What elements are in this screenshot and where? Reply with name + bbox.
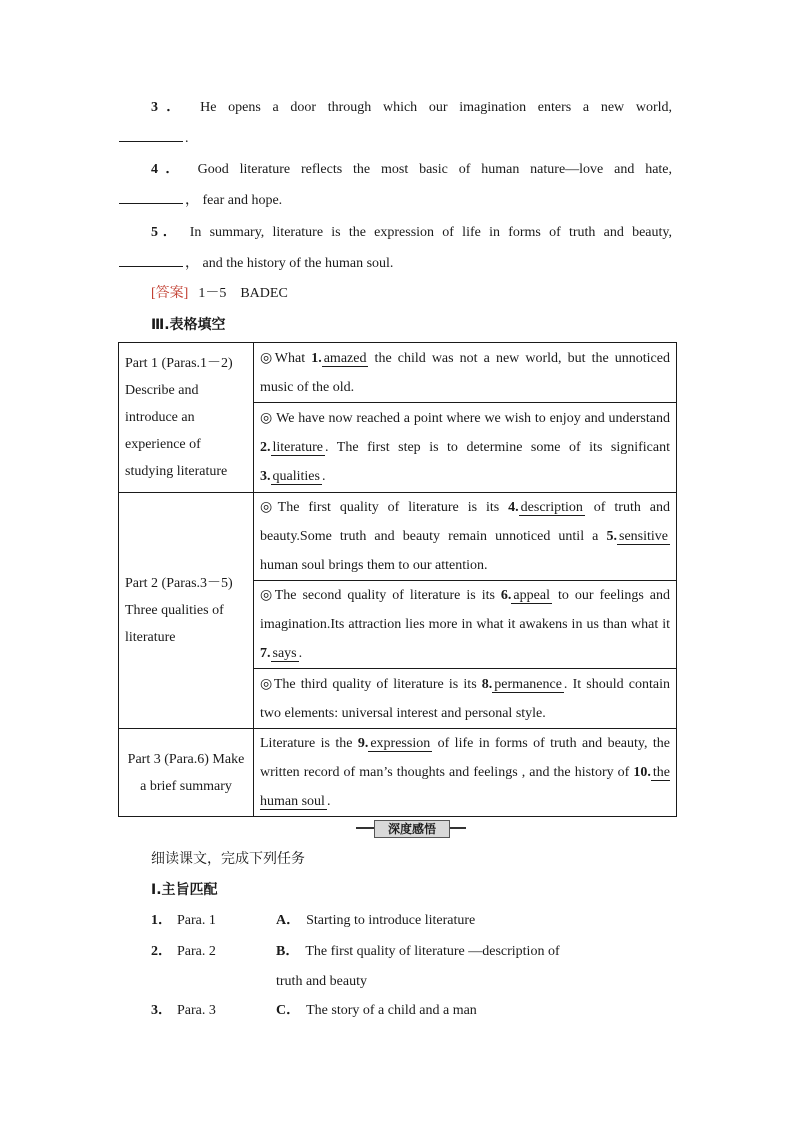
section-divider bbox=[356, 820, 466, 836]
answer-sensitive[interactable]: sensitive bbox=[619, 529, 668, 544]
answer-qualities[interactable]: qualities bbox=[272, 469, 320, 484]
task-instruction: 细读课文，完成下列任务 bbox=[151, 851, 305, 867]
part1-label: Part 1 (Paras.1－2) Describe and introduce an experience of studying literature bbox=[119, 343, 254, 493]
table-row: ◎The second quality of literature is its 6. appeal to our feelings and imagination.Its attraction lies more in what it awakens in us than what it 7. says . bbox=[254, 581, 677, 669]
answer-expression[interactable]: expression bbox=[370, 736, 431, 751]
answer-permanence[interactable]: permanence bbox=[494, 676, 562, 692]
match-row: 2． Para. 2 B． The first quality of literature —description of truth and beauty bbox=[151, 944, 560, 989]
divider-bar-right bbox=[450, 827, 466, 829]
match-row: 1． Para. 1 A． Starting to introduce literature bbox=[151, 913, 476, 928]
answer-key: [答案] 1－5 BADEC bbox=[151, 286, 288, 301]
question-3: 3． He opens a door through which our imagination enters a new world, . bbox=[119, 92, 672, 154]
section-title-table: Ⅲ.表格填空 bbox=[151, 317, 226, 333]
section-title-matching: Ⅰ.主旨匹配 bbox=[151, 882, 218, 898]
answer-blank[interactable] bbox=[119, 252, 183, 267]
answer-human-soul[interactable]: the human soul bbox=[260, 765, 670, 809]
table-row: ◎ We have now reached a point where we wish to enjoy and understand 2. literature . The first step is to determine some of its significant 3. qualities . bbox=[254, 403, 677, 493]
table-row: ◎The third quality of literature is its 8. permanence . It should contain two elements: universal interest and personal style. bbox=[254, 669, 677, 729]
table-row: ◎The first quality of literature is its 4. description of truth and beauty.Some truth and beauty remain unnoticed until a 5. sensitive human soul brings them to our attention. bbox=[254, 493, 677, 581]
answer-blank[interactable] bbox=[119, 189, 183, 204]
part3-label: Part 3 (Para.6) Make a brief summary bbox=[119, 729, 254, 817]
divider-label: 深度感悟 bbox=[374, 820, 450, 838]
question-4: 4． Good literature reflects the most basic of human nature—love and hate, ， fear and hope. bbox=[119, 154, 672, 216]
divider-bar-left bbox=[356, 827, 374, 829]
fill-table bbox=[118, 342, 677, 817]
part2-label: Part 2 (Paras.3－5) Three qualities of literature bbox=[119, 493, 254, 729]
answer-amazed[interactable]: amazed bbox=[323, 350, 367, 366]
match-row: 3． Para. 3 C． The story of a child and a man bbox=[151, 1003, 477, 1018]
answer-blank[interactable] bbox=[119, 127, 183, 142]
answer-literature[interactable]: literature bbox=[272, 440, 324, 455]
table-row: Literature is the 9. expression of life in forms of truth and beauty, the written record of man’s thoughts and feelings , and the history of 10. the human soul . bbox=[254, 729, 677, 817]
table-row: ◎What 1. amazed the child was not a new world, but the unnoticed music of the old. bbox=[254, 343, 677, 403]
answer-says[interactable]: says bbox=[272, 646, 297, 661]
answer-appeal[interactable]: appeal bbox=[513, 588, 550, 603]
answer-description[interactable]: description bbox=[520, 500, 583, 515]
question-5: 5． In summary, literature is the expression of life in forms of truth and beauty, ， and the history of the human soul. bbox=[119, 217, 672, 279]
